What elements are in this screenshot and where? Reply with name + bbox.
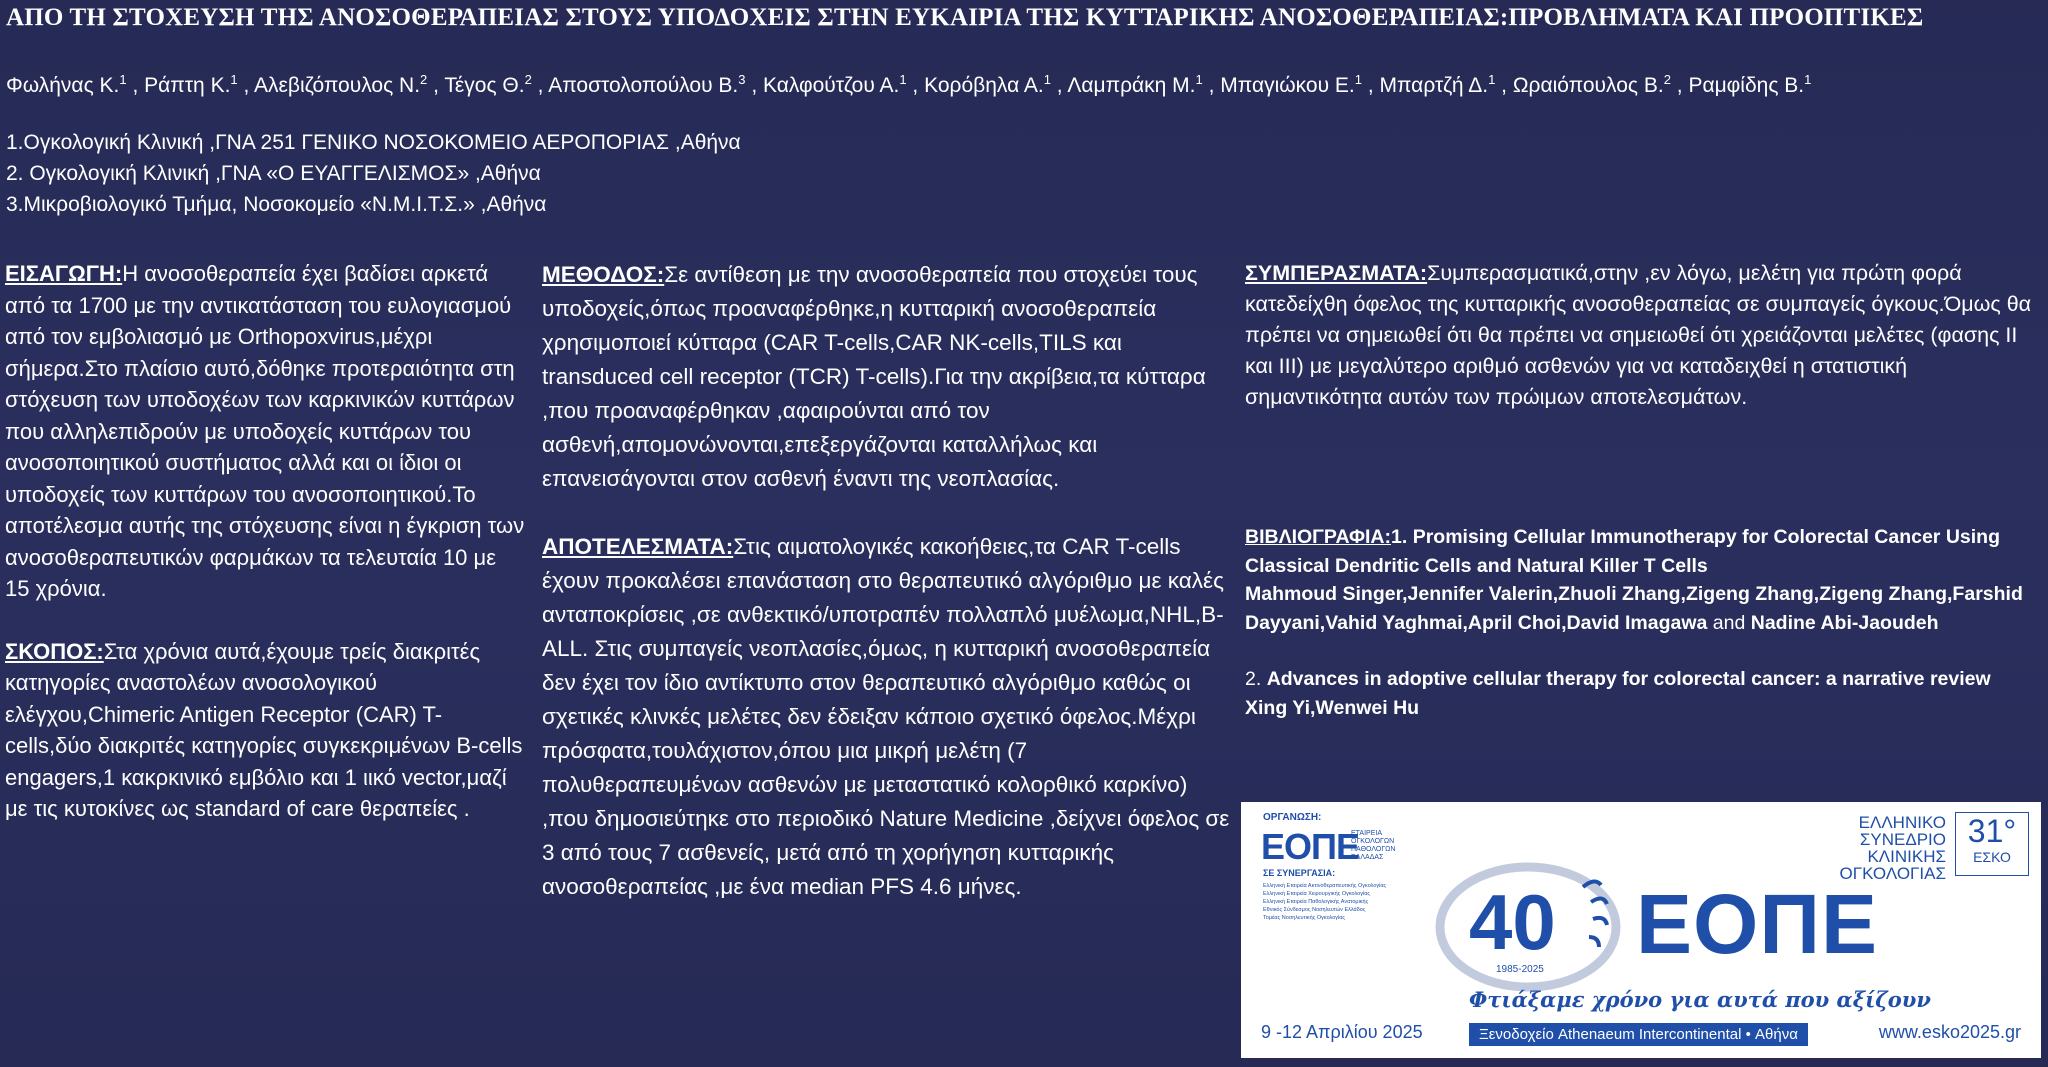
poster-title: ΑΠΟ ΤΗ ΣΤΟΧΕΥΣΗ ΤΗΣ ΑΝΟΣΟΘΕΡΑΠΕΙΑΣ ΣΤΟΥΣ ΥΠΟΔΟΧΕΙΣ ΣΤΗΝ ΕΥΚΑΙΡΙΑ ΤΗΣ ΚΥΤΤΑΡΙΚΗΣ ΑΝΟΣΟΘΕΡΑΠΕΙΑΣ:ΠΡΟΒΛΗΜΑΤΑ ΚΑΙ ΠΡΟΟΠΤΙΚΕΣ: [6, 4, 1924, 31]
ref1-title: 1. Promising Cellular Immunotherapy for Colorectal Cancer Using Classical Dendritic Cells and Natural Killer T Cells: [1245, 526, 2000, 577]
organizer-name: ΕΤΑΙΡΕΙΑ ΟΓΚΟΛΟΓΩΝ ΠΑΘΟΛΟΓΩΝ ΕΛΛΑΔΑΣ: [1351, 830, 1396, 861]
author-name: Αλεβιζόπουλος Ν.: [254, 74, 421, 97]
congress-line: ΚΛΙΝΙΚΗΣ: [1867, 847, 1946, 866]
conference-venue: Ξενοδοχείο Athenaeum Intercontinental • Αθήνα: [1469, 1023, 1808, 1046]
reference-2: [1245, 665, 2035, 694]
author: [1220, 74, 1362, 97]
middle-column: [542, 258, 1232, 904]
results-text: Στις αιματολογικές κακοήθειες,τα CAR T-cells έχουν προκαλέσει επανάσταση στο θεραπευτικό αλγόριθμο με καλές ανταποκρίσεις ,σε ανθεκτικό/υποτραπέν πολλαπλό μυέλωμα,NHL,B-ALL. Στις συμπαγείς νεοπλασίες,όμως, η κυτταρική ανοσοθεραπεία δεν έχει τον ίδιο αντίκτυπο στον θεραπευτικό αλγόριθμο καθώς οι σχετικές κλινκές μελέτες δεν έδειξαν κάποιο σχετικό όφελος.Μέχρι πρόσφατα,τουλάχιστον,όπου μια μικρή μελέτη (7 πολυθεραπευμένων ασθενών με μεταστατικό κολορθικό καρκίνο) ,που δημοσιεύτηκε στο περιοδικό Nature Medicine ,δείχνει όφελος σε 3 από τους 7 ασθενείς, μετά από τη χορήγηση κυτταρικής ανοσοθεραπείας ,με ένα median PFS 4.6 μήνες.: [542, 534, 1230, 899]
author: [444, 74, 531, 97]
author-name: Ωραιόπουλος Β.: [1512, 74, 1664, 97]
author-name: Αποστολοπούλου Β.: [548, 74, 739, 97]
conclusions-heading: ΣΥΜΠΕΡΑΣΜΑΤΑ:: [1245, 261, 1428, 285]
ref2-number: 2.: [1245, 668, 1267, 690]
affiliation-1: 1.Ογκολογική Κλινική ,ΓΝΑ 251 ΓΕΝΙΚΟ ΝΟΣΟΚΟΜΕΙΟ ΑΕΡΟΠΟΡΙΑΣ ,Αθήνα: [6, 131, 741, 154]
author: [924, 74, 1051, 97]
aim-heading: ΣΚΟΠΟΣ:: [5, 638, 104, 664]
conference-url[interactable]: www.esko2025.gr: [1878, 1022, 2021, 1042]
author: [1688, 74, 1811, 97]
intro-section: [5, 258, 525, 605]
results-heading: ΑΠΟΤΕΛΕΣΜΑΤΑ:: [542, 534, 734, 559]
author-affiliation-mark: 1: [1195, 72, 1203, 87]
affiliation-2: 2. Ογκολογική Κλινική ,ΓΝΑ «Ο ΕΥΑΓΓΕΛΙΣΜΟΣ» ,Αθήνα: [6, 162, 541, 185]
partner-item: Ελληνική Εταιρεία Χειρουργικής Ογκολογίας: [1263, 891, 1371, 897]
author-affiliation-mark: 1: [1043, 72, 1051, 87]
author-affiliation-mark: 1: [230, 72, 238, 87]
congress-line: ΟΓΚΟΛΟΓΙΑΣ: [1839, 864, 1946, 883]
author-affiliation-mark: 1: [899, 72, 907, 87]
eope-logo: ΕΟΠΕ: [1636, 877, 1879, 971]
author-affiliation-mark: 1: [119, 72, 127, 87]
organizer-label: ΟΡΓΑΝΩΣΗ:: [1263, 812, 1322, 823]
conference-dates: 9 -12 Απριλίου 2025: [1261, 1022, 1423, 1042]
congress-line: ΕΛΛΗΝΙΚΟ: [1858, 813, 1946, 832]
author-name: Κορόβηλα Α.: [924, 74, 1044, 97]
partner-item: Εθνικός Σύνδεσμος Νοσηλευτών Ελλάδος: [1263, 907, 1366, 913]
congress-number: 31°: [1967, 813, 2017, 849]
organizer-logo: ΕΟΠΕ: [1261, 826, 1360, 867]
ref2-authors: Xing Yi,Wenwei Hu: [1245, 696, 1420, 719]
author-name: Καλφούτζου Α.: [763, 74, 900, 97]
author-affiliation-mark: 1: [1488, 72, 1496, 87]
congress-number-box: [1955, 812, 2029, 876]
author: [6, 74, 127, 97]
ref1-authors: Mahmoud Singer,Jennifer Valerin,Zhuoli Zhang,Zigeng Zhang,Zigeng Zhang,Farshid Dayyani,Vahid Yaghmai,April Choi,David Imagawa: [1245, 583, 2023, 634]
author: [763, 74, 907, 97]
partners-label: ΣΕ ΣΥΝΕΡΓΑΣΙΑ:: [1263, 868, 1336, 878]
partner-item: Ελληνική Εταιρεία Παθολογικής Ανατομικής: [1263, 899, 1369, 905]
ref1-and: and: [1707, 611, 1751, 634]
intro-text: Η ανοσοθεραπεία έχει βαδίσει αρκετά από τα 1700 με την αντικατάσταση του ευλογιασμού από τον εμβολιασμό με Orthopoxvirus,μέχρι σήμερα.Στο πλαίσιο αυτό,δόθηκε προτεραιότητα στη στόχευση των υποδοχέων των καρκινικών κυττάρων που αλληλεπιδρούν με υποδοχείς κυττάρων του ανοσοποιητικού συστήματος αλλά και οι ίδιοι οι υποδοχείς των κυττάρων του ανοσοποιητικού.Το αποτέλεσμα αυτής της στόχευσης είναι η έγκριση των ανοσοθεραπευτικών φαρμάκων τα τελευταία 10 με 15 χρόνια.: [5, 261, 525, 601]
author-affiliation-mark: 3: [738, 72, 746, 87]
partner-item: Ελληνική Εταιρεία Ακτινοθεραπευτικής Ογκολογίας: [1263, 883, 1387, 889]
references-heading: ΒΙΒΛΙΟΓΡΑΦΙΑ:: [1245, 526, 1392, 548]
reference-1-authors: [1245, 580, 2035, 637]
author-name: Τέγος Θ.: [444, 74, 525, 97]
author-name: Ράπτη Κ.: [144, 74, 231, 97]
intro-heading: ΕΙΣΑΓΩΓΗ:: [5, 261, 123, 286]
congress-title: [1840, 814, 1946, 882]
slogan: Φτιάξαμε χρόνο για αυτά που αξίζουν: [1469, 987, 1931, 1012]
conference-banner: [1241, 802, 2041, 1058]
aim-section: [5, 636, 525, 825]
right-column: [1245, 258, 2035, 413]
partner-item: Τομέας Νοσηλευτικής Ογκολογίας: [1263, 915, 1346, 921]
ref2-title: Advances in adoptive cellular therapy for colorectal cancer: a narrative review: [1266, 668, 1991, 690]
author-name: Λαμπράκη Μ.: [1067, 74, 1196, 97]
author: [254, 74, 427, 97]
author: [1067, 74, 1202, 97]
author-affiliation-mark: 1: [1354, 72, 1362, 87]
author-list: Φωλήνας Κ.$^1$ , Ράπτη Κ.$^1$ , Αλεβιζόπουλος Ν.$^2$ , Τέγος Θ.$^2$ , Αποστολοπούλου Β.$^3$ , Καλφούτζου Α.$^1$ , Κορόβηλα Α.$^1$ , Λαμπράκη Μ.$^1$ , Μπαγιώκου Ε.$^1$ , Μπαρτζή Δ.$^1$ , Ωραιόπουλος Β.$^2$ , Ραμφίδης Β.$^1$: [6, 72, 1812, 97]
author: [548, 74, 745, 97]
author: [144, 74, 238, 97]
author-name: Μπαγιώκου Ε.: [1220, 74, 1355, 97]
author: [1513, 74, 1671, 97]
congress-line: ΣΥΝΕΔΡΙΟ: [1859, 830, 1946, 849]
author-name: Φωλήνας Κ.: [6, 74, 120, 97]
reference-1: [1245, 523, 2035, 580]
author-name: Ραμφίδης Β.: [1688, 74, 1805, 97]
anniversary-number: 40: [1469, 878, 1556, 966]
conclusions-text: Συμπερασματικά,στην ,εν λόγω, μελέτη για πρώτη φορά κατεδείχθη όφελος της κυτταρικής ανοσοθεραπείας σε συμπαγείς όγκους.Όμως θα πρέπει να σημειωθεί ότι θα πρέπει να σημειωθεί ότι χρειάζονται μελέτες (φασης ΙΙ και ΙΙΙ) με μεγαλύτερο αριθμό ασθενών για να καταδειχθεί η στατιστική σημαντικότητα αυτών των πρώιμων αποτελεσμάτων.: [1245, 261, 2032, 409]
method-section: [542, 258, 1232, 496]
author-affiliation-mark: 1: [1804, 72, 1812, 87]
references-section: [1245, 523, 2035, 722]
author-affiliation-mark: 2: [420, 72, 428, 87]
aim-text: Στα χρόνια αυτά,έχουμε τρείς διακριτές κατηγορίες αναστολέων ανοσολογικού ελέγχου,Chimeric Antigen Receptor (CAR) T-cells,δύο διακριτές κατηγορίες συγκεκριμένων B-cells engagers,1 κακρκινικό εμβόλιο και 1 ιικό vector,μαζί με τις κυτοκίνες ως standard of care θεραπείες .: [5, 638, 523, 821]
partners-list: [1263, 882, 1433, 922]
method-heading: ΜΕΘΟΔΟΣ:: [542, 262, 665, 287]
ref1-last-author: Nadine Abi-Jaoudeh: [1750, 611, 1939, 634]
conclusions-section: [1245, 258, 2035, 413]
results-section: [542, 530, 1232, 904]
author-affiliation-mark: 2: [524, 72, 532, 87]
author-name: Μπαρτζή Δ.: [1379, 74, 1489, 97]
left-column: [5, 258, 525, 825]
affiliation-3: 3.Μικροβιολογικό Τμήμα, Νοσοκομείο «Ν.Μ.Ι.Τ.Σ.» ,Αθήνα: [6, 193, 547, 216]
congress-abbr: ΕΣΚΟ: [1973, 849, 2011, 865]
author-affiliation-mark: 2: [1663, 72, 1671, 87]
method-text: Σε αντίθεση με την ανοσοθεραπεία που στοχεύει τους υποδοχείς,όπως προαναφέρθηκε,η κυτταρική ανοσοθεραπεία χρησιμοποιεί κύτταρα (CAR T-cells,CAR NK-cells,TILS και transduced cell receptor (TCR) T-cells).Για την ακρίβεια,τα κύτταρα ,που προαναφέρθηκαν ,αφαιρούνται από τον ασθενή,απομονώνονται,επεξεργάζονται καταλλήλως και επανεισάγονται στον ασθενή έναντι της νεοπλασίας.: [542, 262, 1206, 491]
anniversary-years: 1985-2025: [1496, 964, 1544, 975]
author: [1380, 74, 1496, 97]
